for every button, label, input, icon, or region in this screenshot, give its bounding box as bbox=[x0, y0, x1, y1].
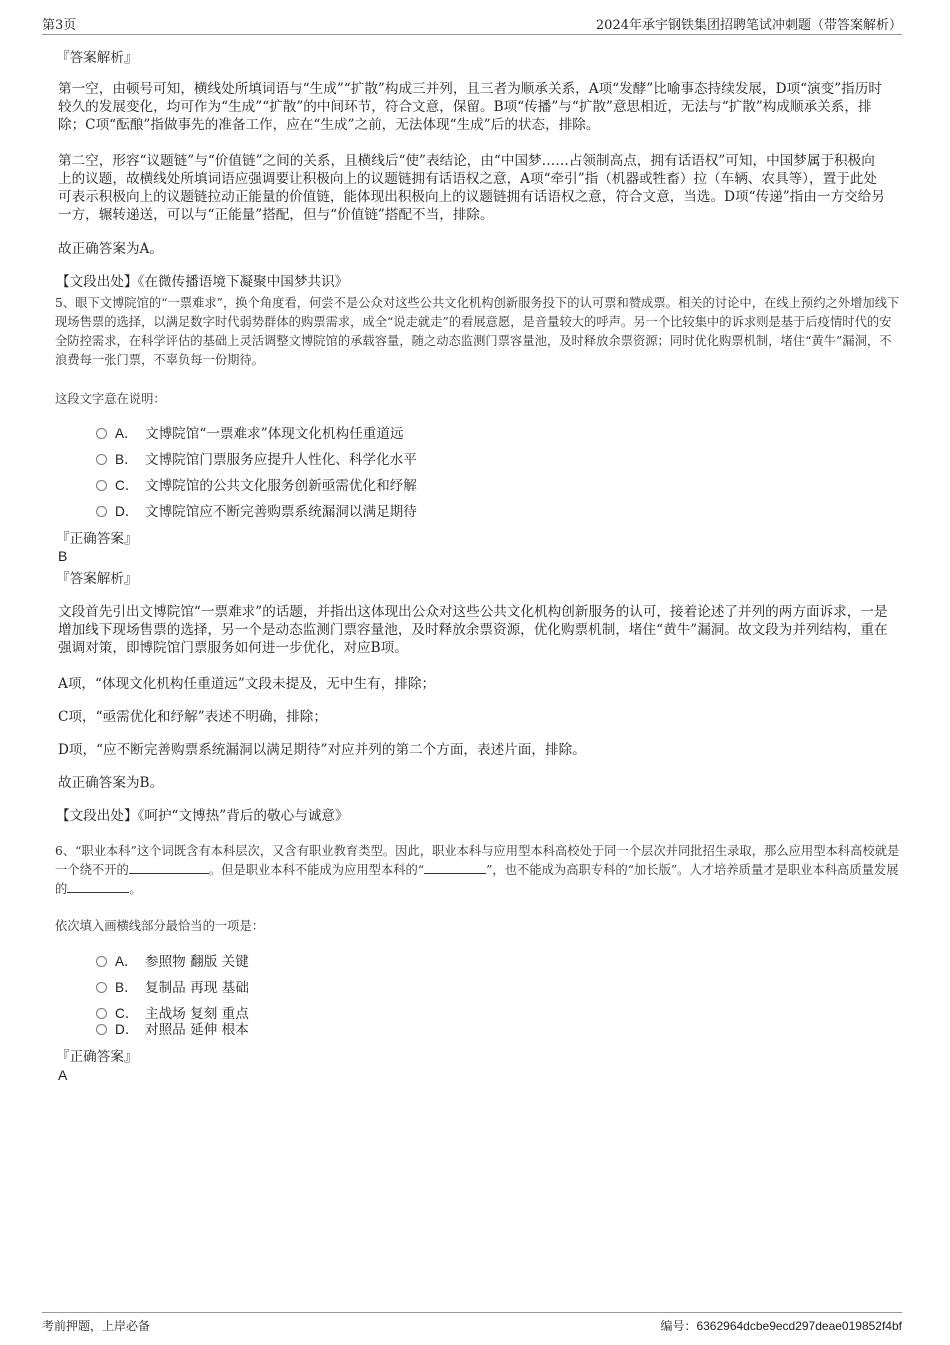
question-6-option-c[interactable]: C． 主战场 复刻 重点 bbox=[96, 1005, 249, 1023]
fill-blank[interactable] bbox=[424, 861, 486, 874]
question-5-note-d: D项，“应不断完善购票系统漏洞以满足期待”对应并列的第二个方面，表述片面，排除。 bbox=[58, 742, 586, 758]
question-5-note-c: C项，“亟需优化和纾解”表述不明确，排除； bbox=[58, 709, 327, 725]
question-5-analysis: 文段首先引出文博院馆“一票难求”的话题，并指出这体现出公众对这些公共文化机构创新服务的认可，接着论述了并列的两方面诉求，一是增加线下现场售票的选择，另一个是动态监测门票容量池，及时释放余票资源，优化购票机制，堵住“黄牛”漏洞。故文段为并列结构，重在强调对策，即博院馆门票服务如何进一步优化，对应B项。 bbox=[58, 604, 888, 656]
page-number: 第3页 bbox=[42, 18, 77, 33]
fill-blank[interactable] bbox=[129, 861, 209, 874]
radio-icon[interactable] bbox=[96, 982, 107, 993]
document-title: 2024年承宇钢铁集团招聘笔试冲刺题（带答案解析） bbox=[595, 18, 902, 33]
question-5-stem: 5、眼下文博院馆的“一票难求”，换个角度看，何尝不是公众对这些公共文化机构创新服务投下的认可票和赞成票。相关的讨论中，在线上预约之外增加线下现场售票的选择，以满足数字时代弱势群体的购票需求，成全“说走就走”的看展意愿，是音量较大的呼声。另一个比较集中的诉求则是基于后疫情时代的安全防控需求，在科学评估的基础上灵活调整文博院馆的承载容量，随之动态监测门票容量池，及时释放余票资源；同时优化购票机制，堵住“黄牛”漏洞，不浪费每一张门票，不辜负每一份期待。 bbox=[55, 296, 900, 367]
question-5-option-c[interactable]: C． 文博院馆的公共文化服务创新亟需优化和纾解 bbox=[96, 477, 417, 495]
page-header bbox=[42, 14, 902, 35]
correct-answer-label: 『正确答案』 bbox=[56, 1049, 138, 1065]
radio-icon[interactable] bbox=[96, 454, 107, 465]
radio-icon[interactable] bbox=[96, 956, 107, 967]
question-6-prompt: 依次填入画横线部分最恰当的一项是： bbox=[55, 919, 265, 933]
question-5-note-a: A项，“体现文化机构任重道远”文段未提及，无中生有，排除； bbox=[58, 676, 436, 692]
page-footer bbox=[42, 1312, 902, 1336]
question-6-stem: 6、“职业本科”这个词既含有本科层次，又含有职业教育类型。因此，职业本科与应用型本科高校处于同一个层次并同批招生录取，那么应用型本科高校就是一个绕不开的 。但是职业本科不能成为应用型本科的“ ”，也不能成为高职专科的“加长版”。人才培养质量才是职业本科高质量发展的 。 bbox=[55, 844, 900, 896]
footer-slogan: 考前押题，上岸必备 bbox=[42, 1319, 151, 1333]
question-5-option-d[interactable]: D． 文博院馆应不断完善购票系统漏洞以满足期待 bbox=[96, 503, 417, 521]
radio-icon[interactable] bbox=[96, 1024, 107, 1035]
document-id: 编号：6362964dcbe9ecd297deae019852f4bf bbox=[660, 1319, 902, 1333]
question-6-option-a[interactable]: A． 参照物 翻版 关键 bbox=[96, 953, 249, 971]
question-5-conclusion: 故正确答案为B。 bbox=[58, 775, 164, 791]
source-citation: 【文段出处】《在微传播语境下凝聚中国梦共识》 bbox=[56, 274, 349, 290]
radio-icon[interactable] bbox=[96, 480, 107, 491]
question-6-answer: A bbox=[58, 1067, 68, 1083]
analysis-paragraph-1: 第一空，由顿号可知，横线处所填词语与“生成”“扩散”构成三并列，且三者为顺承关系，A项“发酵”比喻事态持续发展，D项“演变”指历时较久的发展变化，均可作为“生成”“扩散”的中间环节，符合文意，保留。B项“传播”与“扩散”意思相近，无法与“扩散”构成顺承关系，排除；C项“酝酿”指做事先的准备工作，应在“生成”之前，无法体现“生成”后的状态，排除。 bbox=[58, 81, 882, 133]
fill-blank[interactable] bbox=[67, 880, 129, 893]
analysis-label: 『答案解析』 bbox=[56, 571, 138, 587]
question-5-prompt: 这段文字意在说明： bbox=[55, 392, 166, 406]
question-5-option-b[interactable]: B． 文博院馆门票服务应提升人性化、科学化水平 bbox=[96, 451, 417, 469]
question-5-answer: B bbox=[58, 548, 68, 564]
question-6-option-b[interactable]: B． 复制品 再现 基础 bbox=[96, 979, 249, 997]
question-6-option-d[interactable]: D． 对照品 延伸 根本 bbox=[96, 1021, 249, 1039]
radio-icon[interactable] bbox=[96, 1008, 107, 1019]
question-5-option-a[interactable]: A． 文博院馆“一票难求”体现文化机构任重道远 bbox=[96, 425, 404, 443]
analysis-conclusion: 故正确答案为A。 bbox=[58, 241, 163, 257]
source-citation: 【文段出处】《呵护“文博热”背后的敬心与诚意》 bbox=[56, 808, 349, 824]
radio-icon[interactable] bbox=[96, 506, 107, 517]
analysis-label: 『答案解析』 bbox=[56, 50, 138, 66]
radio-icon[interactable] bbox=[96, 428, 107, 439]
analysis-paragraph-2: 第二空，形容“议题链”与“价值链”之间的关系，且横线后“使”表结论，由“中国梦……占领制高点，拥有话语权”可知，中国梦属于积极向上的议题，故横线处所填词语应强调要让积极向上的议题链拥有话语权之意，A项“牵引”指（机器或牲畜）拉（车辆、农具等），置于此处可表示积极向上的议题链拉动正能量的价值链，能体现出积极向上的议题链拥有话语权之意，符合文意，当选。D项“传递”指由一方交给另一方，辗转递送，可以与“正能量”搭配，但与“价值链”搭配不当，排除。 bbox=[58, 153, 885, 223]
correct-answer-label: 『正确答案』 bbox=[56, 531, 138, 547]
